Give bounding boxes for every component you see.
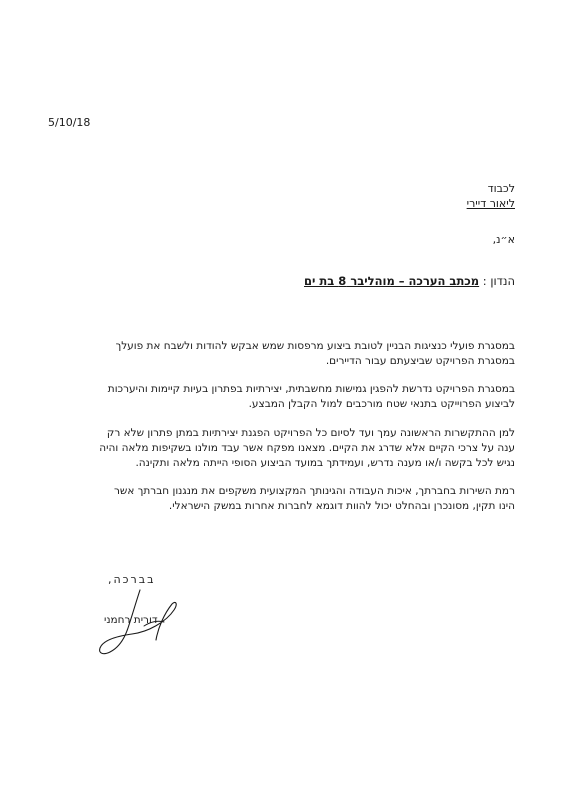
recipient-prefix: לכבוד (487, 182, 515, 195)
paragraph-line: רמת השירות בחברתך, איכות העבודה והגינותך המקצועית משקפים את מנגנון חברתך אשר (114, 485, 515, 497)
letter-date: 5/10/18 (48, 116, 91, 129)
paragraph-3 (75, 426, 515, 471)
paragraph-2 (75, 382, 515, 412)
paragraph-line: במסגרת הפרויקט נדרשת להפגין גמישות מחשבתית, יצירתיות בפתרון בעיות קיימות והיערכות (107, 383, 515, 395)
greeting: א״נ, (492, 233, 515, 246)
paragraph-line: במסגרת פועלי כנציגות הבניין לטובת ביצוע מרפסות שמש אבקש להודות ולשבח את פועלך (115, 340, 515, 352)
paragraph-line: הינו תקין, מסונכרן ובהחלט יכול להוות דוגמא לחברות אחרות במשק הישראלי. (168, 500, 515, 512)
closing: בברכה, (108, 573, 156, 586)
signer-name: דורית רחמני (104, 614, 158, 626)
paragraph-line: במסגרת הפרויקט שביצעתם עבור הדיירים. (325, 355, 515, 367)
paragraph-line: נגיש לכל בקשה ו/או מענה נדרש, ועמידתך במועד הביצוע הסופי הייתה מלאה ותקינה. (135, 457, 515, 469)
subject-label: הנדון : (482, 274, 515, 288)
recipient-block (467, 181, 515, 211)
paragraph-line: למן ההתקשרות הראשונה עמך ועד לסיום כל הפרויקט הפגנת יצירתיות במתן פתרון שלא רק (106, 427, 515, 439)
paragraph-4 (75, 484, 515, 514)
recipient-name: ליאור דיירי (466, 197, 515, 210)
paragraph-1 (75, 339, 515, 369)
subject-text: מכתב הערכה – מוהליבר 8 בת ים (304, 274, 480, 288)
paragraph-line: ענה על צרכי הקיים אלא שדרג את הקיים. מצאנו מפקח אשר עבד מולנו בשקיפות מלאה והיה (99, 442, 515, 454)
paragraph-line: לביצוע הפרוייקט בתנאי שטח מורכבים למול הקבלן המבצע. (248, 398, 515, 410)
subject-line (304, 274, 515, 288)
